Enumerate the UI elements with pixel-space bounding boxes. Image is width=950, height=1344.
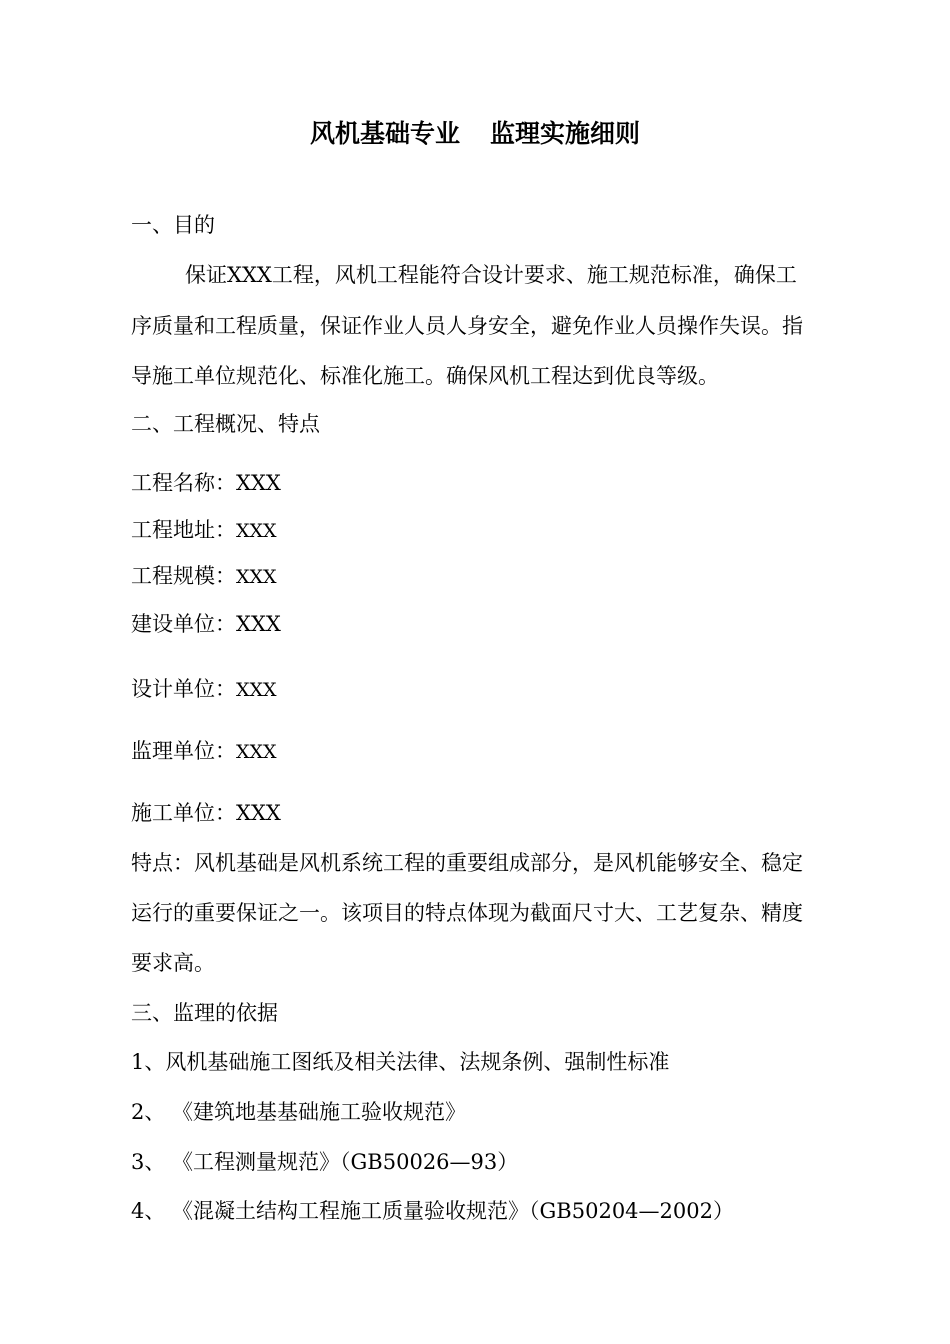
field-value: XXX (236, 679, 277, 701)
field-label: 工程名称： (131, 471, 236, 495)
section-1-heading: 一、目的 (131, 213, 215, 237)
feature-line-1: 特点：风机基础是风机系统工程的重要组成部分，是风机能够安全、稳定 (131, 851, 803, 875)
field-value: XXX (236, 741, 277, 763)
basis-item: 1、风机基础施工图纸及相关法律、法规条例、强制性标准 (131, 1050, 670, 1074)
purpose-line-3: 导施工单位规范化、标准化施工。确保风机工程达到优良等级。 (131, 364, 719, 388)
page-title (0, 114, 950, 150)
feature-line-3: 要求高。 (131, 951, 215, 975)
field-designer (131, 679, 277, 700)
field-value: XXX (236, 566, 277, 588)
field-label: 设计单位： (131, 677, 236, 701)
field-label: 建设单位： (131, 612, 236, 636)
field-project-address (131, 520, 277, 541)
feature-line-2: 运行的重要保证之一。该项目的特点体现为截面尺寸大、工艺复杂、精度 (131, 901, 803, 925)
field-value: XXX (236, 520, 277, 542)
field-label: 工程地址： (131, 518, 236, 542)
section-2-heading: 二、工程概况、特点 (131, 412, 320, 436)
field-label: 施工单位： (131, 801, 236, 825)
field-project-name (131, 473, 281, 494)
purpose-line-1: 保证XXX工程，风机工程能符合设计要求、施工规范标准，确保工 (185, 263, 797, 287)
title-part-1: 风机基础专业 (309, 119, 460, 148)
field-contractor (131, 803, 281, 824)
basis-item: 4、 《混凝土结构工程施工质量验收规范》（GB50204—2002） (131, 1199, 734, 1223)
field-value: XXX (236, 471, 281, 495)
field-owner (131, 614, 281, 635)
field-project-scale (131, 566, 277, 587)
basis-item: 3、 《工程测量规范》（GB50026—93） (131, 1150, 519, 1174)
field-label: 工程规模： (131, 564, 236, 588)
section-3-heading: 三、监理的依据 (131, 1001, 278, 1025)
field-value: XXX (236, 612, 281, 636)
field-value: XXX (236, 801, 281, 825)
title-part-2: 监理实施细则 (490, 119, 641, 148)
field-label: 监理单位： (131, 739, 236, 763)
purpose-line-2: 序质量和工程质量，保证作业人员人身安全，避免作业人员操作失误。指 (131, 314, 803, 338)
field-supervisor (131, 741, 277, 762)
basis-item: 2、 《建筑地基基础施工验收规范》 (131, 1100, 467, 1124)
